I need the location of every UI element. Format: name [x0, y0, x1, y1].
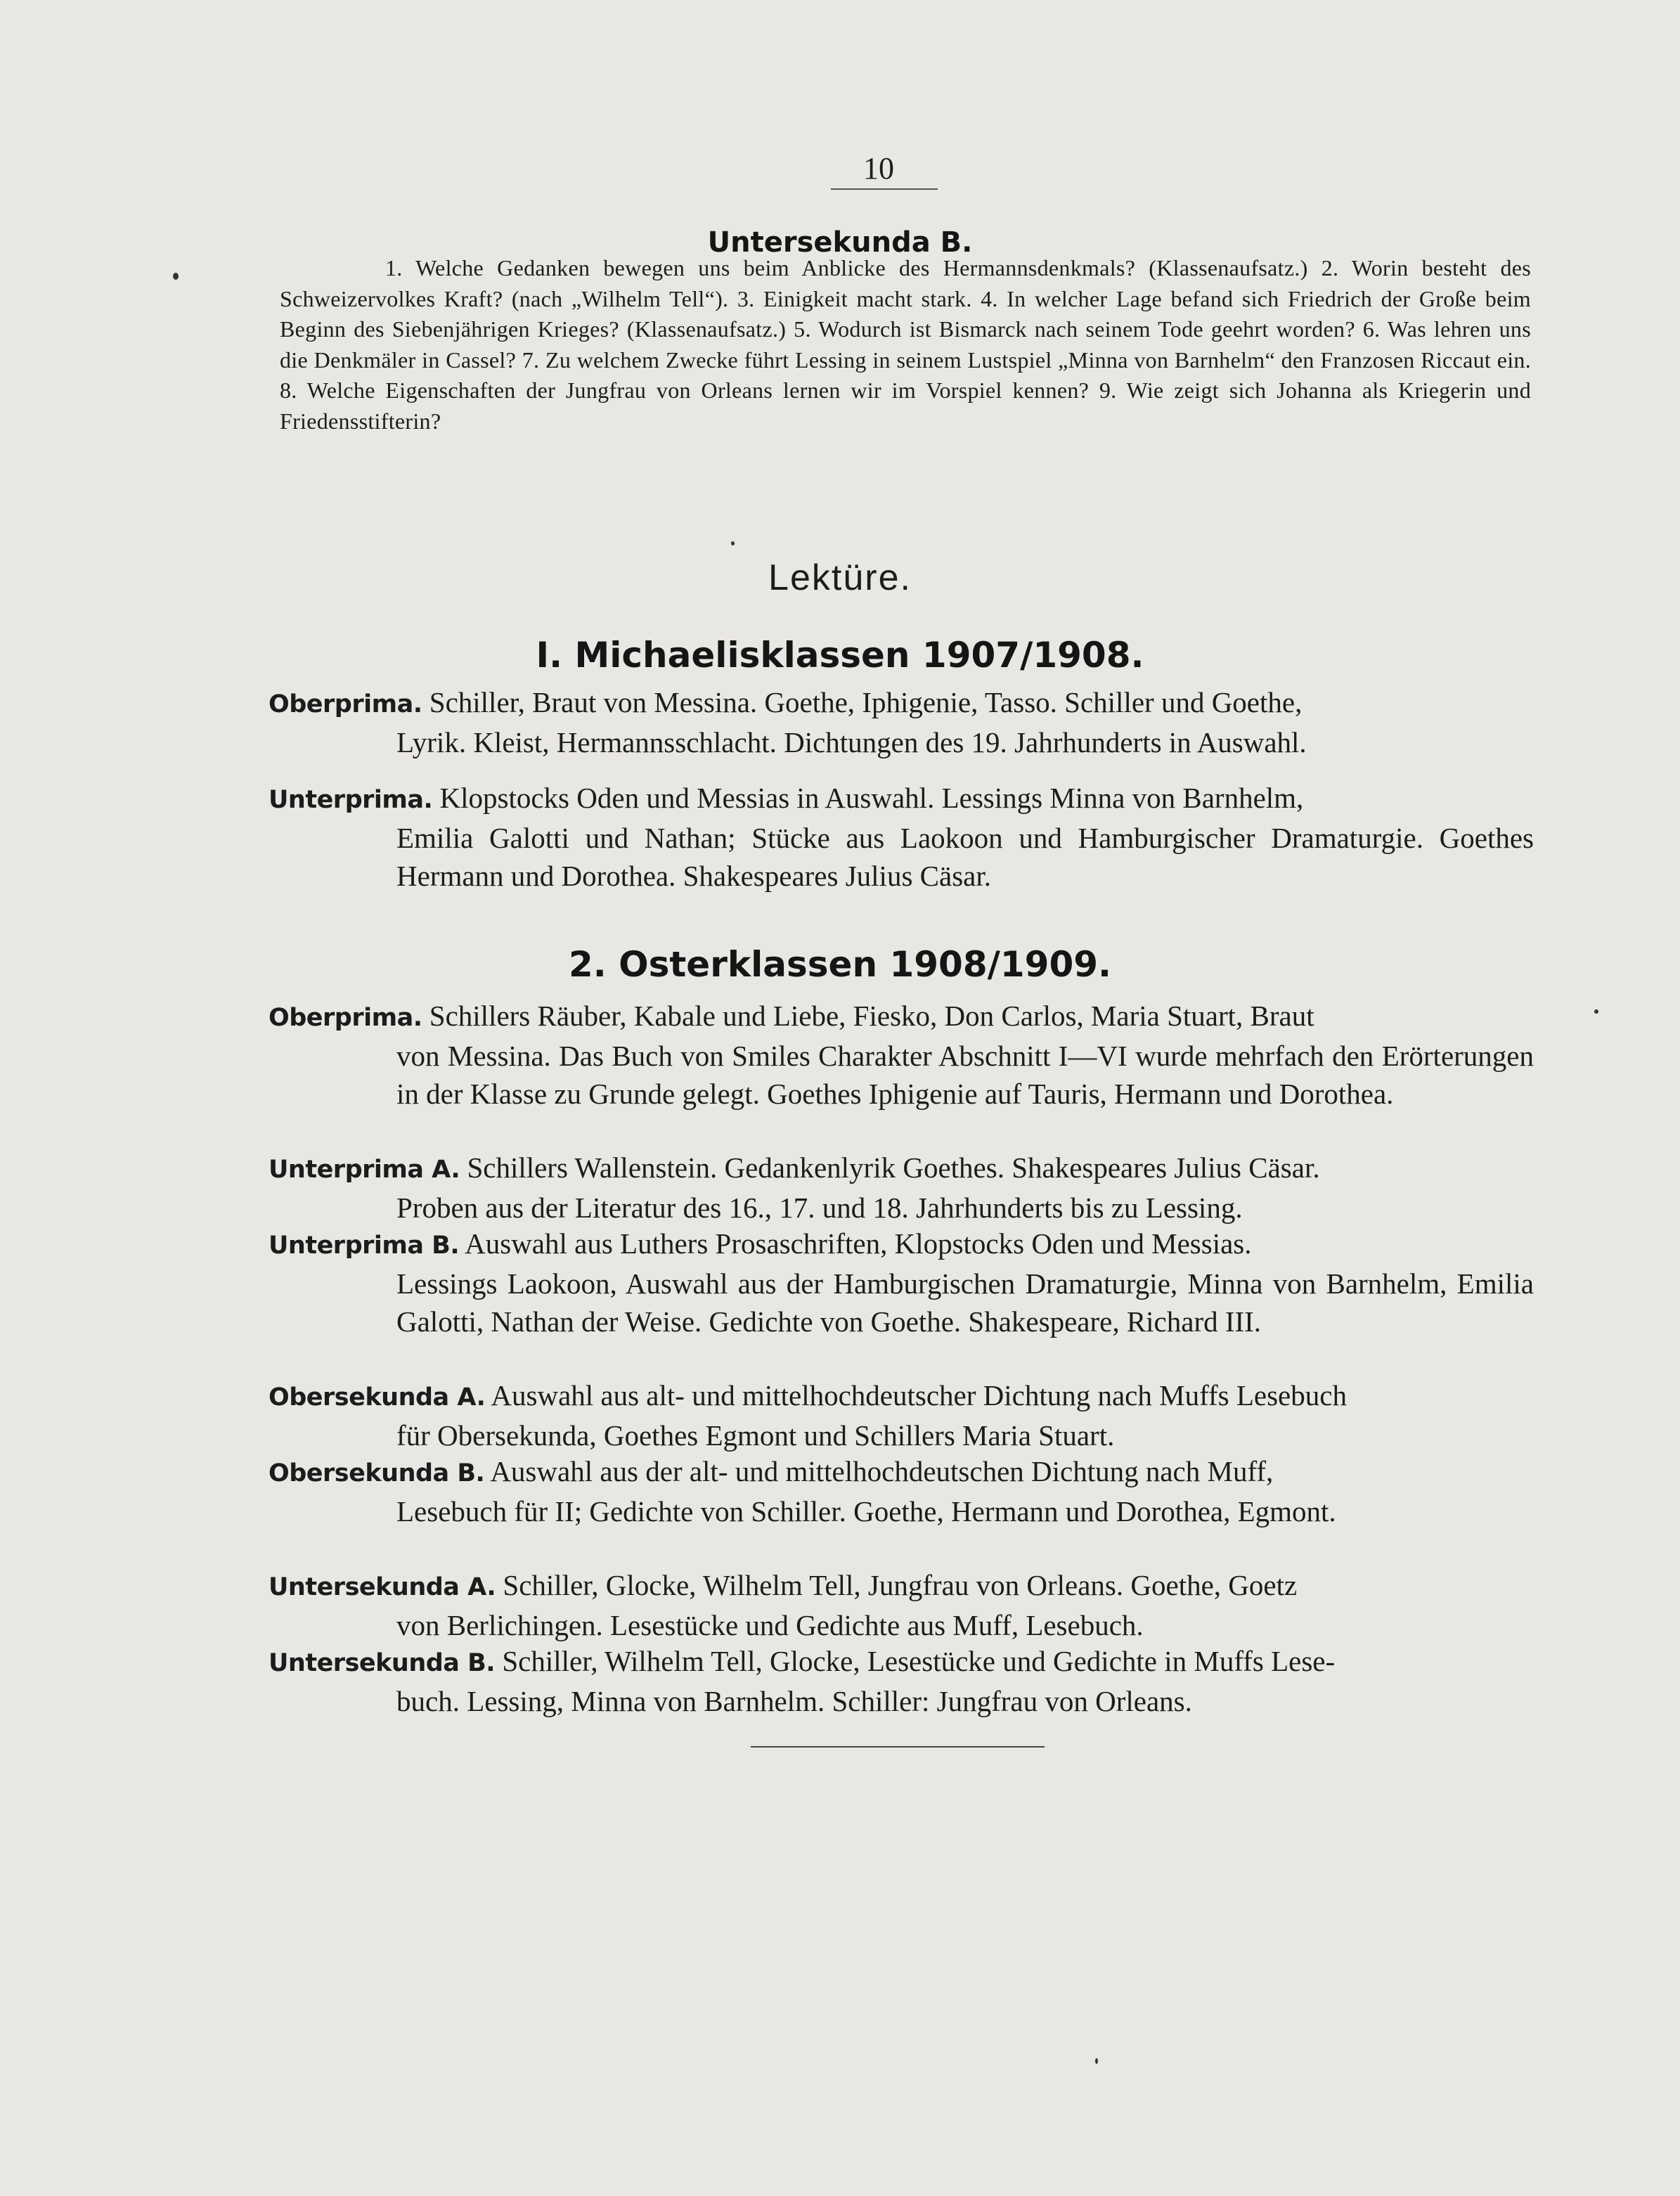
class-label: Unterprima.: [269, 786, 433, 814]
entry-text-first: Schiller, Braut von Messina. Goethe, Iphigenie, Tasso. Schiller und Goethe,: [429, 686, 1303, 718]
print-speck: [1594, 1009, 1598, 1014]
entry-text-first: Schiller, Glocke, Wilhelm Tell, Jungfrau von Orleans. Goethe, Goetz: [503, 1569, 1298, 1601]
class-label: Untersekunda B.: [269, 1649, 496, 1677]
class-label: Obersekunda B.: [269, 1459, 485, 1487]
reading-entry: [269, 1225, 1534, 1341]
reading-entry: [269, 1376, 1534, 1454]
entry-text-first: Auswahl aus alt- und mittelhochdeutscher Dichtung nach Muffs Lesebuch: [491, 1379, 1347, 1412]
entry-text-rest: Lessings Laokoon, Auswahl aus der Hamburgischen Dramaturgie, Minna von Barnhelm, Emilia Galotti, Nathan der Weise. Gedichte von Goethe. Shakespeare, Richard III.: [396, 1267, 1534, 1338]
class-label: Unterprima A.: [269, 1156, 460, 1184]
page-number: 10: [863, 151, 894, 186]
page-number-rule: [831, 188, 938, 190]
reading-entry: [269, 779, 1534, 895]
section-heading-michaelis: I. Michaelisklassen 1907/1908.: [536, 635, 1144, 676]
print-speck: [173, 273, 179, 280]
untersekunda-heading: Untersekunda B.: [707, 226, 973, 259]
entry-text-first: Schillers Wallenstein. Gedankenlyrik Goethes. Shakespeares Julius Cäsar.: [467, 1151, 1320, 1184]
entry-text-rest: buch. Lessing, Minna von Barnhelm. Schiller: Jungfrau von Orleans.: [396, 1685, 1192, 1717]
essay-themes-paragraph: [280, 253, 1531, 437]
entry-text-rest: Proben aus der Literatur des 16., 17. und 18. Jahrhunderts bis zu Lessing.: [396, 1191, 1243, 1224]
lektuere-heading: Lektüre.: [768, 557, 912, 598]
entry-text-rest: von Messina. Das Buch von Smiles Charakter Abschnitt I—VI wurde mehrfach den Erörterungen in der Klasse zu Grunde gelegt. Goethes Iphigenie auf Tauris, Hermann und Dorothea.: [396, 1040, 1534, 1110]
end-rule: [751, 1746, 1045, 1748]
entry-text-rest: von Berlichingen. Lesestücke und Gedichte aus Muff, Lesebuch.: [396, 1609, 1144, 1641]
entry-text-rest: Lesebuch für II; Gedichte von Schiller. Goethe, Hermann und Dorothea, Egmont.: [396, 1495, 1336, 1527]
entry-text-rest: Emilia Galotti und Nathan; Stücke aus Laokoon und Hamburgischer Dramaturgie. Goethes Hermann und Dorothea. Shakespeares Julius Cäsar.: [396, 822, 1534, 892]
reading-entry: [269, 1566, 1534, 1644]
entry-text-first: Auswahl aus der alt- und mittelhochdeutschen Dichtung nach Muff,: [490, 1455, 1274, 1487]
reading-entry: [269, 997, 1534, 1113]
reading-entry: [269, 1642, 1534, 1720]
essay-themes-text: 1. Welche Gedanken bewegen uns beim Anblicke des Hermannsdenkmals? (Klassenaufsatz.) 2. Worin besteht des Schweizervolkes Kraft? (nach „Wilhelm Tell“). 3. Einigkeit macht stark. 4. In welcher Lage befand sich Friedrich der Große beim Beginn des Siebenjährigen Krieges? (Klassenaufsatz.) 5. Wodurch ist Bismarck nach seinem Tode geehrt worden? 6. Was lehren uns die Denkmäler in Cassel? 7. Zu welchem Zwecke führt Lessing in seinem Lustspiel „Minna von Barnhelm“ den Franzosen Riccaut ein. 8. Welche Eigenschaften der Jungfrau von Orleans lernen wir im Vorspiel kennen? 9. Wie zeigt sich Johanna als Kriegerin und Friedensstifterin?: [280, 255, 1531, 434]
entry-text-first: Auswahl aus Luthers Prosaschriften, Klopstocks Oden und Messias.: [465, 1227, 1252, 1260]
print-speck: [1095, 2058, 1098, 2064]
section-heading-oster: 2. Osterklassen 1908/1909.: [568, 944, 1112, 985]
class-label: Obersekunda A.: [269, 1383, 486, 1412]
entry-text-rest: für Obersekunda, Goethes Egmont und Schillers Maria Stuart.: [396, 1419, 1115, 1452]
reading-entry: [269, 683, 1534, 761]
class-label: Untersekunda A.: [269, 1573, 496, 1601]
class-label: Oberprima.: [269, 1004, 422, 1032]
class-label: Oberprima.: [269, 690, 422, 718]
entry-text-first: Klopstocks Oden und Messias in Auswahl. Lessings Minna von Barnhelm,: [439, 782, 1304, 814]
entry-text-first: Schiller, Wilhelm Tell, Glocke, Lesestücke und Gedichte in Muffs Lese-: [502, 1645, 1336, 1677]
entry-text-first: Schillers Räuber, Kabale und Liebe, Fiesko, Don Carlos, Maria Stuart, Braut: [429, 1000, 1314, 1032]
print-speck: [731, 541, 735, 545]
entry-text-rest: Lyrik. Kleist, Hermannsschlacht. Dichtungen des 19. Jahrhunderts in Auswahl.: [396, 726, 1307, 758]
reading-entry: [269, 1149, 1534, 1227]
class-label: Unterprima B.: [269, 1232, 460, 1260]
reading-entry: [269, 1452, 1534, 1530]
